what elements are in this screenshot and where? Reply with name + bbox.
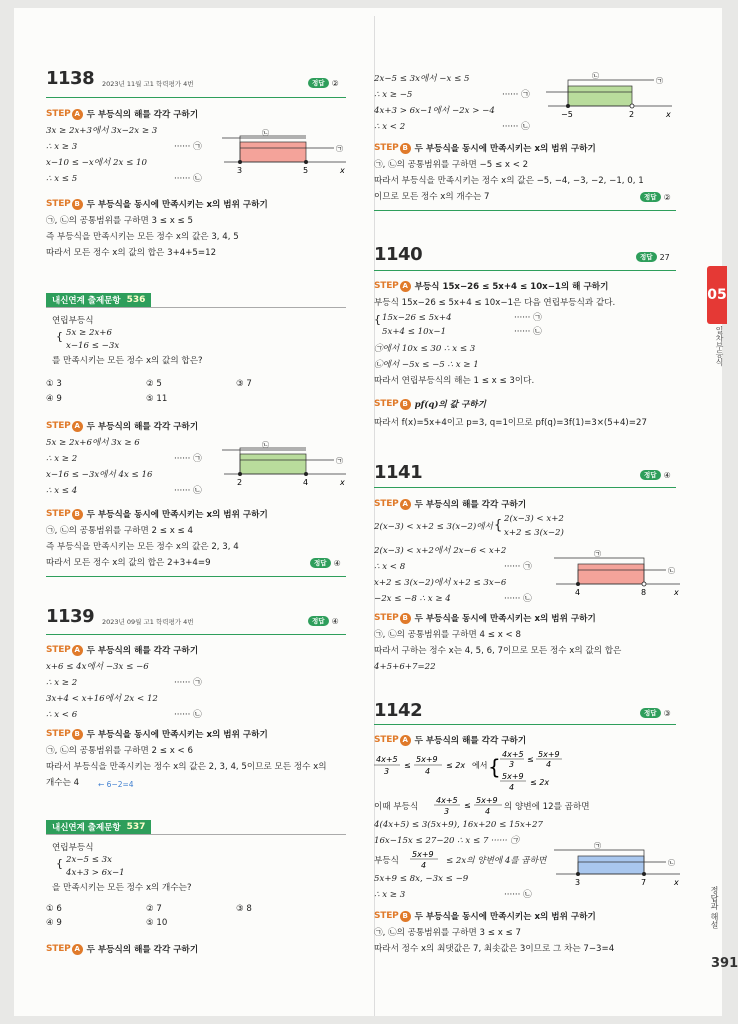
svg-text:≤ 2x: ≤ 2x bbox=[446, 761, 466, 770]
problem-number: 1140 bbox=[374, 244, 423, 265]
fraction-inline bbox=[410, 848, 444, 872]
chapter-tab[interactable]: 05 bbox=[707, 266, 727, 324]
problem-source: 2023년 11월 고1 학력평가 4번 bbox=[102, 80, 194, 88]
solution-line: x−16 ≤ −3x에서 4x ≤ 16 bbox=[46, 470, 153, 480]
blue-note: ← 6−2=4 bbox=[98, 780, 134, 789]
rule bbox=[374, 270, 676, 271]
svg-text:㉡: ㉡ bbox=[668, 859, 675, 867]
rule bbox=[374, 724, 676, 725]
solution-line: 개수는 4 bbox=[46, 778, 80, 788]
solution-line: ∴ x < 8 bbox=[374, 562, 406, 572]
marker: ······ ㉡ bbox=[504, 594, 532, 604]
solution-line: ㉠, ㉡의 공통범위를 구하면 4 ≤ x < 8 bbox=[374, 630, 521, 640]
problem-number: 1142 bbox=[374, 700, 423, 721]
choice: ① 6 bbox=[46, 904, 62, 914]
svg-text:x: x bbox=[674, 588, 679, 597]
rule bbox=[46, 634, 346, 635]
svg-text:5x+9: 5x+9 bbox=[412, 850, 434, 859]
choice: ② 5 bbox=[146, 379, 162, 389]
step-a-heading: STEP A 두 부등식의 해를 각각 구하기 bbox=[46, 644, 199, 656]
solution-line: 3x ≥ 2x+3에서 3x−2x ≥ 3 bbox=[46, 126, 158, 136]
solution-line: 따라서 부등식을 만족시키는 정수 x의 값은 −5, −4, −3, −2, −1, 0, 1 bbox=[374, 176, 644, 186]
svg-text:5x+9: 5x+9 bbox=[476, 796, 498, 805]
answer-badge: 정답 ④ bbox=[640, 470, 671, 480]
chapter-label: 일차부등식 bbox=[715, 326, 724, 366]
svg-text:x: x bbox=[666, 110, 671, 119]
rule bbox=[374, 487, 676, 488]
svg-text:5x+9: 5x+9 bbox=[502, 772, 524, 781]
solution-line: ㉠, ㉡의 공통범위를 구하면 −5 ≤ x < 2 bbox=[374, 160, 529, 170]
svg-text:7: 7 bbox=[641, 878, 647, 887]
question-text: 을 만족시키는 모든 정수 x의 개수는? bbox=[52, 883, 192, 893]
answer-badge: 정답 ② bbox=[640, 192, 671, 202]
choice: ③ 8 bbox=[236, 904, 252, 914]
number-line bbox=[222, 128, 352, 180]
svg-text:5x+9: 5x+9 bbox=[416, 755, 438, 764]
solution-line: ∴ x ≥ 3 bbox=[46, 142, 78, 152]
marker: ······ ㉠ bbox=[504, 562, 532, 572]
solution-line: 5x ≥ 2x+6에서 3x ≥ 6 bbox=[46, 438, 140, 448]
step-a-heading: STEP A 두 부등식의 해를 각각 구하기 bbox=[374, 734, 527, 746]
step-title: 두 부등식의 해를 각각 구하기 bbox=[86, 110, 199, 120]
svg-text:−5: −5 bbox=[561, 110, 573, 119]
nl-label-1: ㉠ bbox=[336, 145, 343, 153]
svg-text:2: 2 bbox=[237, 478, 243, 487]
solution-line: 4x+3 > 6x−1에서 −2x > −4 bbox=[374, 106, 495, 116]
problem-number: 1141 bbox=[374, 462, 423, 483]
rule bbox=[46, 834, 346, 835]
choice: ④ 9 bbox=[46, 394, 62, 404]
solution-line: ∴ x ≥ 2 bbox=[46, 678, 78, 688]
solution-line: 따라서 f(x)=5x+4이고 p=3, q=1이므로 pf(q)=3f(1)=3×(5+4)=27 bbox=[374, 418, 647, 428]
solution-line: 따라서 구하는 정수 x는 4, 5, 6, 7이므로 모든 정수 x의 값의 합은 bbox=[374, 646, 622, 656]
step-tag: STEP B bbox=[46, 199, 83, 210]
marker: ······ ㉡ bbox=[504, 890, 532, 900]
solution-line: 3x+4 < x+16에서 2x < 12 bbox=[46, 694, 158, 704]
svg-text:{: { bbox=[488, 755, 501, 779]
answer-label: 정답 bbox=[308, 78, 329, 88]
marker: ······ ㉡ bbox=[174, 174, 202, 184]
svg-text:㉠: ㉠ bbox=[656, 77, 663, 85]
svg-text:3: 3 bbox=[575, 878, 581, 887]
solution-line: ≤ 2x의 양변에 4를 곱하면 bbox=[446, 856, 547, 866]
marker: ······ ㉠ bbox=[174, 142, 202, 152]
svg-text:8: 8 bbox=[641, 588, 647, 597]
step-a-heading: STEP A 두 부등식의 해를 각각 구하기 bbox=[46, 943, 199, 955]
step-b-heading bbox=[46, 198, 268, 210]
page: 1138 2023년 11월 고1 학력평가 4번 정답 ② STEP A 두 부등식의 해를 각각 구하기 3x ≥ 2x+3에서 3x−2x ≥ 3 ∴ x ≥ 3 ······ ㉠ x−10 ≤ −x에서 2x ≤ 10 ∴ x ≤ 5 ······ ㉡ ㉡ ㉠ 3 5 x STEP B 두 부등식을 동시에 만족시키는 x의 범위 구하기 ㉠, ㉡의 공통범위를 구하면 3 ≤ x ≤ 5 즉 부등식을 만족시키는 모든 정수 x의 값은 3, 4, 5 따라서 모든 정수 x의 값의 합은 3+4+5=12 내신연계 출제문항 536 연립부등식 { 5x ≥ 2x+6 x−16 ≤ −3x 를 만족시키는 모든 정수 x의 값의 합은? ① 3 ② 5 ③ 7 ④ 9 ⑤ 11 STEP A 두 부등식의 해를 각각 구하기 5x ≥ 2x+6에서 3x ≥ 6 ∴ x ≥ 2 ······ ㉠ x−16 ≤ −3x에서 4x ≤ 16 ∴ x ≤ 4 ······ ㉡ ㉡ ㉠ 2 4 x STEP B 두 부등식을 동시에 만족시키는 x의 범위 구하기 ㉠, ㉡의 공통범위를 구하면 2 ≤ x ≤ 4 즉 부등식을 만족시키는 모든 정수 x의 값은 2, 3, 4 따라서 모든 정수 x의 값의 합은 2+3+4=9 정답 ④ 1139 2023년 09월 고1 학력평가 4번 정답 ④ STEP A 두 부등식의 해를 각각 구하기 x+6 ≤ 4x에서 −3x ≤ −6 ∴ x ≥ 2 ······ ㉠ 3x+4 < x+16에서 2x < 12 ∴ x < 6 ······ ㉡ STEP B 두 부등식을 동시에 만족시키는 x의 범위 구하기 ㉠, ㉡의 공통범위를 구하면 2 ≤ x < 6 따라서 부등식을 만족시키는 정수 x의 값은 2, 3, 4, 5이므로 모든 정수 x의 개수는 4 ← 6−2=4 내신연계 출제문항 537 연립부등식 { 2x−5 ≤ 3x 4x+3 > 6x−1 을 만족시키는 모든 정수 x의 개수는? ① 6 ② 7 ③ 8 ④ 9 ⑤ 10 STEP A 두 부등식의 해를 각각 구하기 2x−5 ≤ 3x에서 −x ≤ 5 ∴ x ≥ −5 ······ ㉠ 4x+3 > 6x−1에서 −2x > −4 ∴ x < 2 ······ ㉡ ㉡ ㉠ −5 2 x STEP B 두 부등식을 동시에 만족시키는 x의 범위 구하기 ㉠, ㉡의 공통범위를 구하면 −5 ≤ x < 2 따라서 부등식을 만족시키는 정수 x의 값은 −5, −4, −3, −2, −1, 0, 1 이므로 모든 정수 x의 개수는 7 정답 ② 1140 정답 27 STEP A 부등식 15x−26 ≤ 5x+4 ≤ 10x−1의 해 구하기 부등식 15x−26 ≤ 5x+4 ≤ 10x−1은 다음 연립부등식과 같다. { 15x−26 ≤ 5x+4 ······ ㉠ 5x+4 ≤ 10x−1 ······ ㉡ ㉠에서 10x ≤ 30 ∴ x ≤ 3 ㉡에서 −5x ≤ −5 ∴ x ≥ 1 따라서 연립부등식의 해는 1 ≤ x ≤ 3이다. STEP B pf(q)의 값 구하기 따라서 f(x)=5x+4이고 p=3, q=1이므로 pf(q)=3f(1)=3×(5+4)=27 1141 정답 ④ STEP A 두 부등식의 해를 각각 구하기 2(x−3) < x+2 ≤ 3(x−2)에서 { 2(x−3) < x+2 x+2 ≤ 3(x−2) 2(x−3) < x+2에서 2x−6 < x+2 ∴ x < 8 ······ ㉠ x+2 ≤ 3(x−2)에서 x+2 ≤ 3x−6 −2x ≤ −8 ∴ x ≥ 4 ······ ㉡ ㉠ ㉡ 4 8 x STEP B 두 부등식을 동시에 만족시키는 x의 범위 구하기 ㉠, ㉡의 공통범위를 구하면 4 ≤ x < 8 따라서 구하는 정수 x는 4, 5, 6, 7이므로 모든 정수 x의 값의 합은 4+5+6+7=22 1142 정답 ③ STEP A 두 부등식의 해를 각각 구하기 4x+5 3 ≤ 5x+9 4 ≤ 2x 에서 { 4x+5 3 ≤ 5x+9 4 5x+9 4 ≤ 2x 이때 부등식 4x+5 3 ≤ 5x+9 4 의 양변에 12를 곱하면 4(4x+5) ≤ 3(5x+9), 16x+20 ≤ 15x+27 16x−15x ≤ 27−20 ∴ x ≤ 7 ······ ㉠ 부등식 5x+9 4 ≤ 2x의 양변에 4를 곱하면 5x+9 ≤ 8x, −3x ≤ −9 ∴ x ≥ 3 ······ ㉡ ㉠ ㉡ 3 7 x STEP B 두 부등식을 동시에 만족시키는 x의 범위 구하기 ㉠, ㉡의 공통범위를 구하면 3 ≤ x ≤ 7 따라서 정수 x의 최댓값은 7, 최솟값은 3이므로 그 차는 7−3=4 05 일차부등식 정답과 해설 391 bbox=[14, 8, 722, 1016]
step-a-heading: STEP A 두 부등식의 해를 각각 구하기 bbox=[46, 420, 199, 432]
svg-text:4: 4 bbox=[425, 767, 431, 776]
svg-text:2: 2 bbox=[629, 110, 635, 119]
marker: ······ ㉠ bbox=[502, 90, 530, 100]
number-line bbox=[222, 440, 352, 492]
svg-text:4: 4 bbox=[546, 760, 552, 769]
marker: ······ ㉡ bbox=[502, 122, 530, 132]
svg-text:4x+5: 4x+5 bbox=[436, 796, 458, 805]
step-a-heading: STEP A 두 부등식의 해를 각각 구하기 bbox=[374, 498, 527, 510]
svg-text:4: 4 bbox=[303, 478, 309, 487]
solution-line: ∴ x ≥ −5 bbox=[374, 90, 413, 100]
choice: ② 7 bbox=[146, 904, 162, 914]
system-eq: 4x+3 > 6x−1 bbox=[66, 868, 125, 878]
svg-text:x: x bbox=[674, 878, 679, 887]
solution-line: ∴ x ≥ 3 bbox=[374, 890, 406, 900]
svg-text:≤: ≤ bbox=[404, 761, 411, 770]
svg-text:㉡: ㉡ bbox=[262, 441, 269, 449]
nl-label-2: ㉡ bbox=[262, 129, 269, 137]
problem-number: 1138 bbox=[46, 68, 95, 89]
solution-line: ㉠, ㉡의 공통범위를 구하면 2 ≤ x < 6 bbox=[46, 746, 193, 756]
number-line bbox=[554, 840, 686, 892]
step-b-heading: STEP B 두 부등식을 동시에 만족시키는 x의 범위 구하기 bbox=[374, 612, 596, 624]
svg-text:4: 4 bbox=[575, 588, 581, 597]
answer-badge bbox=[308, 78, 339, 88]
solution-line: 16x−15x ≤ 27−20 ∴ x ≤ 7 ······ ㉠ bbox=[374, 836, 519, 846]
svg-text:4: 4 bbox=[509, 783, 515, 792]
solution-line: 따라서 정수 x의 최댓값은 7, 최솟값은 3이므로 그 차는 7−3=4 bbox=[374, 944, 615, 954]
marker: ······ ㉠ bbox=[174, 454, 202, 464]
answer-badge: 정답 ④ bbox=[308, 616, 339, 626]
svg-text:x: x bbox=[340, 478, 345, 487]
fraction-inline bbox=[434, 794, 514, 818]
choice: ⑤ 10 bbox=[146, 918, 168, 928]
answer-badge: 정답 27 bbox=[636, 252, 670, 262]
solution-line: −2x ≤ −8 ∴ x ≥ 4 bbox=[374, 594, 451, 604]
step-b-heading: STEP B 두 부등식을 동시에 만족시키는 x의 범위 구하기 bbox=[374, 910, 596, 922]
svg-text:에서: 에서 bbox=[472, 761, 488, 770]
marker: ······ ㉠ bbox=[514, 313, 542, 323]
svg-text:3: 3 bbox=[509, 760, 515, 769]
solution-line: ∴ x ≤ 4 bbox=[46, 486, 78, 496]
nl-tick-b: 5 bbox=[303, 166, 309, 175]
solution-line: 5x+9 ≤ 8x, −3x ≤ −9 bbox=[374, 874, 469, 884]
solution-line: ㉠, ㉡의 공통범위를 구하면 3 ≤ x ≤ 5 bbox=[46, 216, 193, 226]
question-text: 연립부등식 bbox=[52, 316, 94, 326]
page-number: 391 bbox=[711, 956, 738, 971]
solution-line: ∴ x ≤ 5 bbox=[46, 174, 78, 184]
solution-line: 즉 부등식을 만족시키는 모든 정수 x의 값은 2, 3, 4 bbox=[46, 542, 239, 552]
nl-tick-a: 3 bbox=[237, 166, 243, 175]
step-b-heading: STEP B pf(q)의 값 구하기 bbox=[374, 398, 486, 410]
solution-line: 부등식 bbox=[374, 856, 399, 866]
svg-text:≤: ≤ bbox=[464, 801, 471, 810]
solution-line: ∴ x < 6 bbox=[46, 710, 78, 720]
svg-text:5x+9: 5x+9 bbox=[538, 750, 560, 759]
svg-text:㉡: ㉡ bbox=[592, 72, 599, 80]
system-eq: x−16 ≤ −3x bbox=[66, 341, 120, 351]
solution-line: 따라서 부등식을 만족시키는 정수 x의 값은 2, 3, 4, 5이므로 모든 정수 x의 bbox=[46, 762, 327, 772]
rule bbox=[46, 97, 346, 98]
problem-number: 1139 bbox=[46, 606, 95, 627]
step-a-heading: STEP A 부등식 15x−26 ≤ 5x+4 ≤ 10x−1의 해 구하기 bbox=[374, 280, 609, 292]
marker: ······ ㉡ bbox=[174, 486, 202, 496]
svg-text:㉡: ㉡ bbox=[668, 567, 675, 575]
step-b-heading: STEP B 두 부등식을 동시에 만족시키는 x의 범위 구하기 bbox=[46, 508, 268, 520]
solution-line: 2x−5 ≤ 3x에서 −x ≤ 5 bbox=[374, 74, 470, 84]
svg-text:㉠: ㉠ bbox=[594, 842, 601, 850]
solution-line: x+6 ≤ 4x에서 −3x ≤ −6 bbox=[46, 662, 149, 672]
answer-badge: 정답 ④ bbox=[310, 558, 341, 568]
step-title: 두 부등식을 동시에 만족시키는 x의 범위 구하기 bbox=[86, 200, 268, 210]
system-eq: 15x−26 ≤ 5x+4 bbox=[382, 313, 452, 323]
answer-value: ② bbox=[331, 78, 339, 88]
linked-problem-tag: 내신연계 출제문항 537 bbox=[46, 820, 151, 834]
solution-line: ㉠, ㉡의 공통범위를 구하면 3 ≤ x ≤ 7 bbox=[374, 928, 521, 938]
footer-label: 정답과 해설 bbox=[710, 886, 719, 929]
answer-badge: 정답 ③ bbox=[640, 708, 671, 718]
problem-source: 2023년 09월 고1 학력평가 4번 bbox=[102, 618, 194, 626]
linked-problem-tag: 내신연계 출제문항 536 bbox=[46, 293, 151, 307]
solution-line: 즉 부등식을 만족시키는 모든 정수 x의 값은 3, 4, 5 bbox=[46, 232, 239, 242]
step-b-heading: STEP B 두 부등식을 동시에 만족시키는 x의 범위 구하기 bbox=[374, 142, 596, 154]
svg-text:≤: ≤ bbox=[527, 755, 534, 764]
rule bbox=[46, 307, 346, 308]
solution-line: 따라서 모든 정수 x의 값의 합은 3+4+5=12 bbox=[46, 248, 217, 258]
number-line bbox=[546, 70, 678, 124]
system-eq: 2x−5 ≤ 3x bbox=[66, 855, 112, 865]
choice: ③ 7 bbox=[236, 379, 252, 389]
solution-line: ㉠에서 10x ≤ 30 ∴ x ≤ 3 bbox=[374, 344, 476, 354]
solution-line: x+2 ≤ 3(x−2)에서 x+2 ≤ 3x−6 bbox=[374, 578, 507, 588]
marker: ······ ㉠ bbox=[174, 678, 202, 688]
svg-text:㉠: ㉠ bbox=[336, 457, 343, 465]
solution-line: 따라서 연립부등식의 해는 1 ≤ x ≤ 3이다. bbox=[374, 376, 535, 386]
solution-line: 4+5+6+7=22 bbox=[374, 662, 436, 672]
rule bbox=[46, 576, 346, 577]
solution-line: ㉡에서 −5x ≤ −5 ∴ x ≥ 1 bbox=[374, 360, 479, 370]
solution-line: x−10 ≤ −x에서 2x ≤ 10 bbox=[46, 158, 147, 168]
solution-line: 부등식 15x−26 ≤ 5x+4 ≤ 10x−1은 다음 연립부등식과 같다. bbox=[374, 298, 616, 308]
solution-line: 의 양변에 12를 곱하면 bbox=[504, 802, 590, 812]
solution-line: ∴ x ≥ 2 bbox=[46, 454, 78, 464]
svg-text:㉠: ㉠ bbox=[594, 550, 601, 558]
svg-text:4x+5: 4x+5 bbox=[376, 755, 398, 764]
system-eq: 5x ≥ 2x+6 bbox=[66, 328, 112, 338]
marker: ······ ㉡ bbox=[174, 710, 202, 720]
solution-line: 2(x−3) < x+2에서 2x−6 < x+2 bbox=[374, 546, 507, 556]
svg-text:4: 4 bbox=[421, 861, 427, 870]
svg-text:≤ 2x: ≤ 2x bbox=[530, 778, 550, 787]
system-eq: 5x+4 ≤ 10x−1 bbox=[382, 327, 447, 337]
question-text: 연립부등식 bbox=[52, 843, 94, 853]
solution-line: ㉠, ㉡의 공통범위를 구하면 2 ≤ x ≤ 4 bbox=[46, 526, 193, 536]
svg-text:4x+5: 4x+5 bbox=[502, 750, 524, 759]
step-a-heading bbox=[46, 108, 198, 120]
solution-line: ∴ x < 2 bbox=[374, 122, 406, 132]
choice: ① 3 bbox=[46, 379, 62, 389]
solution-line: 이므로 모든 정수 x의 개수는 7 bbox=[374, 192, 490, 202]
solution-line: 2(x−3) < x+2 ≤ 3(x−2)에서 bbox=[374, 522, 493, 532]
solution-line: 따라서 모든 정수 x의 값의 합은 2+3+4=9 bbox=[46, 558, 211, 568]
step-b-heading: STEP B 두 부등식을 동시에 만족시키는 x의 범위 구하기 bbox=[46, 728, 268, 740]
solution-line: 이때 부등식 bbox=[374, 802, 419, 812]
system-eq: 2(x−3) < x+2 bbox=[504, 514, 564, 524]
svg-text:3: 3 bbox=[384, 767, 390, 776]
question-text: 를 만족시키는 모든 정수 x의 값의 합은? bbox=[52, 356, 203, 366]
solution-line: 4(4x+5) ≤ 3(5x+9), 16x+20 ≤ 15x+27 bbox=[374, 820, 543, 830]
step-tag: STEP A bbox=[46, 109, 83, 120]
choice: ⑤ 11 bbox=[146, 394, 168, 404]
marker: ······ ㉡ bbox=[514, 327, 542, 337]
svg-text:3: 3 bbox=[444, 807, 450, 816]
number-line bbox=[554, 548, 686, 602]
rule bbox=[374, 210, 676, 211]
fraction-expression bbox=[372, 748, 572, 794]
nl-axis-label: x bbox=[340, 166, 345, 175]
choice: ④ 9 bbox=[46, 918, 62, 928]
system-eq: x+2 ≤ 3(x−2) bbox=[504, 528, 564, 538]
svg-text:4: 4 bbox=[485, 807, 491, 816]
